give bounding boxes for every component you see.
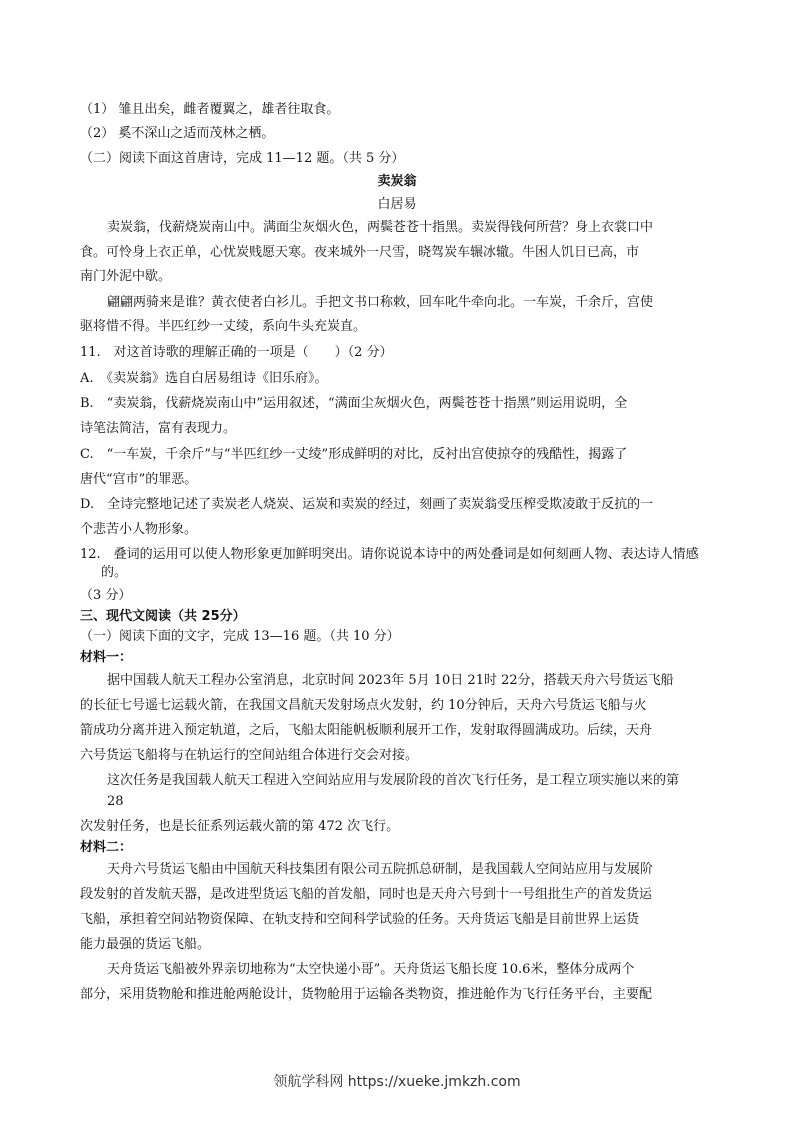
section3-heading: 三、现代文阅读（共 25分） bbox=[80, 609, 246, 624]
section3-sub-intro: （一）阅读下面的文字，完成 13—16 题。（共 10 分） bbox=[80, 629, 400, 644]
material-1-line: 这次任务是我国载人航天工程进入空间站应用与发展阶段的首次飞行任务，是工程立项实施以来的第 bbox=[107, 773, 680, 788]
poem-line: 卖炭翁，伐薪烧炭南山中。满面尘灰烟火色，两鬓苍苍十指黑。卖炭得钱何所营？身上衣裳口中 bbox=[107, 220, 654, 235]
poem-line: 驱将惜不得。半匹红纱一丈绫，系向牛头充炭直。 bbox=[80, 319, 367, 334]
q11-option-d: D. 全诗完整地记述了卖炭老人烧炭、运炭和卖炭的经过，刻画了卖炭翁受压榨受欺凌敢于反抗的一 bbox=[80, 497, 654, 512]
q12-stem: 12. 叠词的运用可以使人物形象更加鲜明突出。请你说说本诗中的两处叠词是如何刻画人物、表达诗人情感 bbox=[80, 547, 699, 562]
poem-author: 白居易 bbox=[377, 197, 417, 212]
material-1-line: 28 bbox=[107, 794, 124, 809]
material-2-line: 能力最强的货运飞船。 bbox=[80, 937, 211, 952]
material-1-label: 材料一： bbox=[80, 650, 133, 665]
q11-option-c-cont: 唐代“宫市”的罪恶。 bbox=[80, 472, 198, 487]
q9-item-1: （1） 雏且出矣，雌者覆翼之，雄者往取食。 bbox=[80, 102, 340, 117]
q9-item-2: （2） 奚不深山之适而茂林之栖。 bbox=[80, 126, 275, 141]
material-2-label: 材料二： bbox=[80, 840, 133, 855]
q11-option-d-cont: 个悲苦小人物形象。 bbox=[80, 522, 198, 537]
material-2-line: 飞船，承担着空间站物资保障、在轨支持和空间科学试验的任务。天舟货运飞船是目前世界上运货 bbox=[80, 912, 640, 927]
material-2-line: 部分，采用货物舱和推进舱两舱设计，货物舱用于运输各类物资，推进舱作为飞行任务平台，主要配 bbox=[80, 987, 653, 1002]
section2-intro: （二）阅读下面这首唐诗，完成 11—12 题。（共 5 分） bbox=[80, 151, 405, 166]
material-1-line: 次发射任务，也是长征系列运载火箭的第 472 次飞行。 bbox=[80, 819, 400, 834]
q11-option-c: C. “一车炭，千余斤”与“半匹红纱一丈绫”形成鲜明的对比，反衬出宫使掠夺的残酷性，揭露了 bbox=[80, 447, 628, 462]
material-2-line: 天舟货运飞船被外界亲切地称为“太空快递小哥”。天舟货运飞船长度 10.6米，整体分成两个 bbox=[107, 962, 635, 977]
q12-points: （3 分） bbox=[80, 588, 132, 603]
poem-line: 翩翩两骑来是谁？黄衣使者白衫儿。手把文书口称敕，回车叱牛牵向北。一车炭，千余斤，宫使 bbox=[107, 295, 654, 310]
footer-watermark: 领航学科网 https://xueke.jmkzh.com bbox=[273, 1074, 521, 1090]
material-1-line: 箭成功分离并进入预定轨道，之后，飞船太阳能帆板顺利展开工作，发射取得圆满成功。后续，天舟 bbox=[80, 723, 653, 738]
material-1-line: 六号货运飞船将与在轨运行的空间站组合体进行交会对接。 bbox=[80, 748, 419, 763]
q11-option-b: B. “卖炭翁，伐薪烧炭南山中”运用叙述，“满面尘灰烟火色，两鬓苍苍十指黑”则运用说明，全 bbox=[80, 396, 628, 411]
q11-option-b-cont: 诗笔法简洁，富有表现力。 bbox=[80, 421, 237, 436]
material-1-line: 据中国载人航天工程办公室消息，北京时间 2023年 5月 10日 21时 22分，搭载天舟六号货运飞船 bbox=[107, 673, 674, 688]
q11-stem: 11. 对这首诗歌的理解正确的一项是（ ）（2 分） bbox=[80, 345, 393, 360]
poem-title: 卖炭翁 bbox=[377, 174, 417, 189]
material-1-line: 的长征七号遥七运载火箭，在我国文昌航天发射场点火发射，约 10分钟后，天舟六号货运飞船与火 bbox=[80, 698, 647, 713]
material-2-line: 段发射的首发航天器，是改进型货运飞船的首发船，同时也是天舟六号到十一号组批生产的首发货运 bbox=[80, 887, 653, 902]
q11-option-a: A. 《卖炭翁》选自白居易组诗《旧乐府》。 bbox=[80, 371, 328, 386]
poem-line: 南门外泥中歇。 bbox=[80, 269, 172, 284]
q12-stem-cont: 的。 bbox=[101, 565, 128, 580]
material-2-line: 天舟六号货运飞船由中国航天科技集团有限公司五院抓总研制，是我国载人空间站应用与发展阶 bbox=[107, 862, 654, 877]
poem-line: 食。可怜身上衣正单，心忧炭贱愿天寒。夜来城外一尺雪，晓驾炭车辗冰辙。牛困人饥日已高，市 bbox=[80, 245, 640, 260]
